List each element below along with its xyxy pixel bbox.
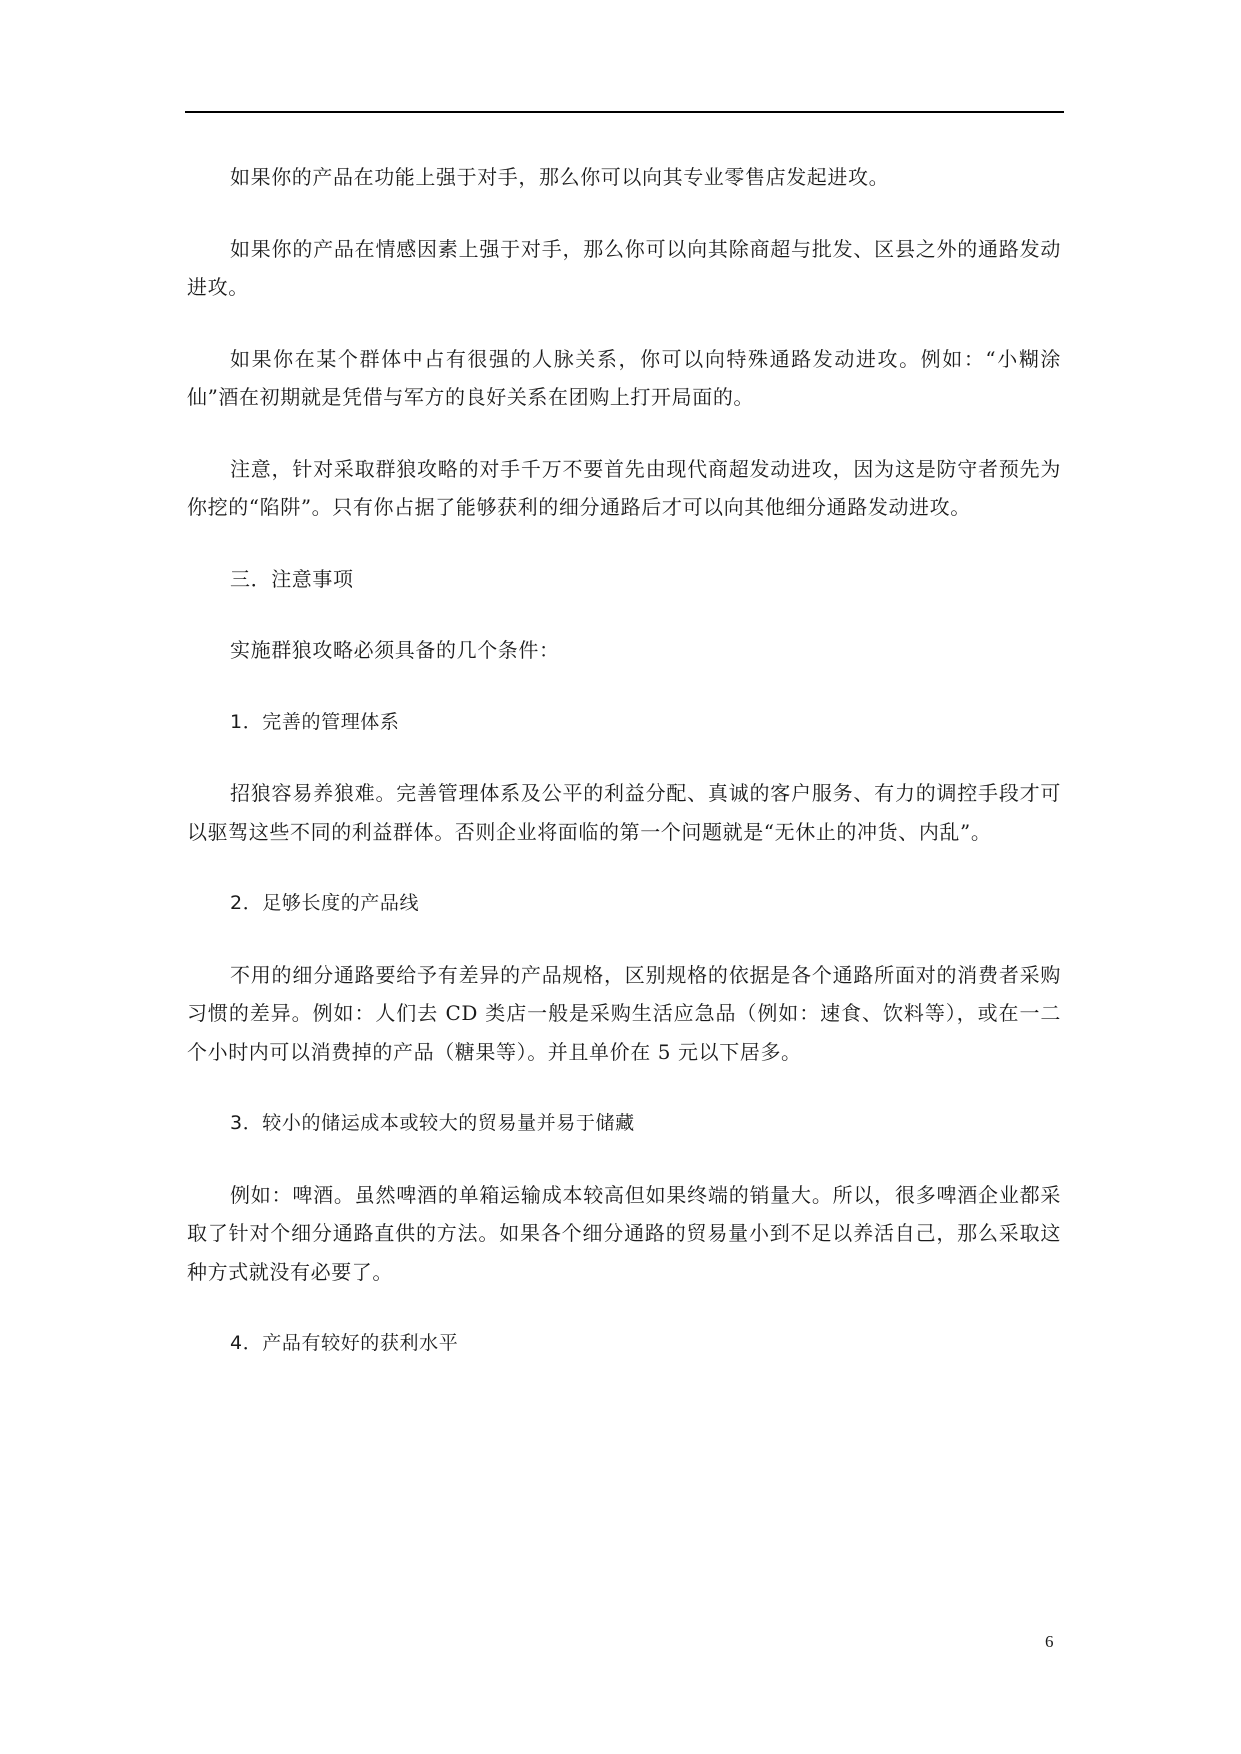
- subsection-heading: 3．较小的储运成本或较大的贸易量并易于储藏: [230, 1112, 635, 1134]
- paragraph: 如果你的产品在功能上强于对手，那么你可以向其专业零售店发起进攻。: [230, 165, 890, 189]
- paragraph: 如果你的产品在情感因素上强于对手，那么你可以向其除商超与批发、区县之外的通路发动进攻。: [187, 236, 1061, 299]
- paragraph: 注意，针对采取群狼攻略的对手千万不要首先由现代商超发动进攻，因为这是防守者预先为你挖的“陷阱”。只有你占据了能够获利的细分通路后才可以向其他细分通路发动进攻。: [187, 456, 1061, 519]
- paragraph: 如果你在某个群体中占有很强的人脉关系，你可以向特殊通路发动进攻。例如：“小糊涂仙”酒在初期就是凭借与军方的良好关系在团购上打开局面的。: [187, 346, 1061, 409]
- paragraph: 不用的细分通路要给予有差异的产品规格，区别规格的依据是各个通路所面对的消费者采购习惯的差异。例如：人们去 CD 类店一般是采购生活应急品（例如：速食、饮料等），或在一二个小时内可以消费掉的产品（糖果等）。并且单价在 5 元以下居多。: [187, 962, 1061, 1064]
- paragraph: 例如：啤酒。虽然啤酒的单箱运输成本较高但如果终端的销量大。所以，很多啤酒企业都采取了针对个细分通路直供的方法。如果各个细分通路的贸易量小到不足以养活自己，那么采取这种方式就没有必要了。: [187, 1182, 1061, 1284]
- page-number: 6: [1045, 1632, 1054, 1651]
- paragraph: 招狼容易养狼难。完善管理体系及公平的利益分配、真诚的客户服务、有力的调控手段才可以驱驾这些不同的利益群体。否则企业将面临的第一个问题就是“无休止的冲货、内乱”。: [187, 781, 1061, 844]
- paragraph: 实施群狼攻略必须具备的几个条件：: [230, 638, 560, 662]
- subsection-heading: 4．产品有较好的获利水平: [230, 1332, 459, 1354]
- section-heading: 三．注意事项: [230, 566, 354, 591]
- subsection-heading: 2．足够长度的产品线: [230, 892, 420, 914]
- body-text: [187, 158, 1061, 1396]
- header-rule: [185, 111, 1064, 113]
- subsection-heading: 1．完善的管理体系: [230, 710, 400, 733]
